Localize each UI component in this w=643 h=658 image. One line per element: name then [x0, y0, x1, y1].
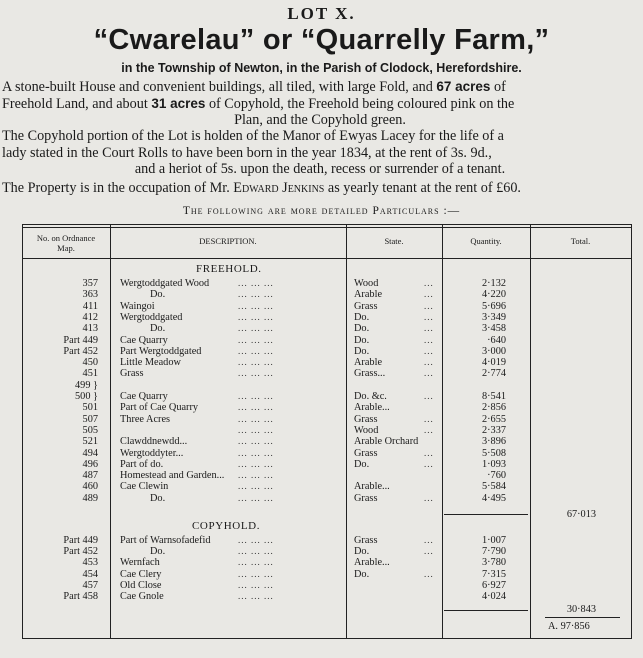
leader-dots: ...: [424, 447, 434, 458]
quantity-cell: 3·896: [481, 436, 506, 448]
state-cell: Grass: [354, 447, 378, 459]
leader-dots: ... ... ...: [238, 300, 274, 311]
quantity-cell: ·760: [487, 470, 506, 482]
state-cell: Wood: [354, 278, 379, 289]
copyhold-qty-rule: [444, 610, 528, 611]
quantity-cell: 4·019: [481, 357, 506, 369]
table-bottom-rule: [22, 638, 632, 639]
leader-dots: ...: [424, 535, 434, 545]
table-col-sep-3: [442, 224, 443, 639]
ordnance-number: 489: [82, 492, 98, 504]
para2-line1: The Copyhold portion of the Lot is holden of the Manor of Ewyas Lacey for the life of a: [2, 128, 504, 144]
tenant-name: Edward Jenkins: [233, 180, 325, 196]
description-cell: Part of do.: [120, 458, 164, 470]
grand-total: A. 97·856: [548, 621, 590, 632]
leader-dots: ... ... ...: [238, 492, 274, 503]
state-cell: Do.: [354, 311, 370, 323]
para1-line3: Plan, and the Copyhold green.: [234, 112, 406, 128]
ordnance-number: 460: [82, 481, 98, 493]
quantity-cell: 2·655: [481, 413, 506, 425]
description-cell: Little Meadow: [120, 357, 181, 369]
quantity-cell: 5·696: [481, 300, 506, 312]
para1-line2: Freehold Land, and about 31 acres of Copyhold, the Freehold being coloured pink on the: [2, 95, 515, 112]
ordnance-number: 454: [82, 568, 98, 580]
quantity-cell: 3·458: [481, 323, 506, 335]
table-top-rule-1: [22, 224, 632, 225]
ordnance-number: 521: [82, 436, 98, 448]
ordnance-number: 451: [82, 368, 98, 380]
description-cell: Three Acres: [120, 413, 171, 425]
ordnance-number: 457: [82, 579, 98, 591]
state-cell: Wood: [354, 424, 379, 436]
leader-dots: ... ... ...: [238, 535, 274, 545]
description-cell: Part of Warnsofadefid: [120, 535, 211, 546]
leader-dots: ... ... ...: [238, 568, 274, 579]
leader-dots: ...: [424, 424, 434, 435]
description-cell: Wergtoddgated Wood: [120, 278, 210, 289]
state-cell: Arable...: [354, 557, 390, 569]
quantity-cell: 2·132: [481, 278, 506, 289]
table-col-sep-4: [530, 224, 531, 639]
ordnance-number: 496: [82, 458, 98, 470]
para2-line3: and a heriot of 5s. upon the death, recess or surrender of a tenant.: [134, 161, 506, 177]
description-cell: Cae Clery: [120, 568, 162, 580]
description-cell: Waingoi: [120, 300, 155, 312]
leader-dots: ...: [424, 492, 434, 503]
table-col-sep-1: [110, 224, 111, 639]
quantity-cell: 2·337: [481, 424, 506, 436]
ordnance-number: Part 452: [63, 345, 98, 357]
state-cell: Arable...: [354, 481, 390, 493]
quantity-cell: 5·584: [481, 481, 506, 493]
leader-dots: ... ... ...: [238, 311, 274, 322]
quantity-cell: 4·220: [481, 289, 506, 301]
description-cell: Part of Cae Quarry: [120, 402, 199, 414]
leader-dots: ... ... ...: [238, 579, 274, 590]
ordnance-number: Part 449: [63, 334, 98, 346]
description-cell: Part Wergtoddgated: [120, 345, 202, 357]
state-cell: Do. &c.: [354, 391, 387, 402]
leader-dots: ... ... ...: [238, 424, 274, 435]
ordnance-number: Part 452: [63, 546, 98, 558]
ordnance-number: 494: [82, 447, 98, 459]
state-cell: Grass: [354, 535, 378, 546]
description-cell: Do.: [150, 323, 166, 335]
ordnance-number: 487: [82, 470, 98, 482]
quantity-cell: 4·024: [481, 591, 506, 602]
freehold-heading: FREEHOLD.: [196, 263, 262, 275]
state-cell: Do.: [354, 568, 370, 580]
header-description: DESCRIPTION.: [199, 236, 257, 246]
leader-dots: ... ... ...: [238, 458, 274, 469]
state-cell: Do.: [354, 334, 370, 346]
ordnance-number: 412: [82, 311, 98, 323]
quantity-cell: 3·000: [481, 345, 506, 357]
leader-dots: ...: [424, 345, 434, 356]
leader-dots: ...: [424, 458, 434, 469]
freehold-total: 67·013: [566, 509, 596, 520]
header-quantity: Quantity.: [470, 236, 502, 246]
leader-dots: ... ... ...: [238, 546, 274, 557]
leader-dots: ... ... ...: [238, 391, 274, 401]
table-top-rule-2: [22, 227, 632, 228]
leader-dots: ... ... ...: [238, 368, 274, 379]
ordnance-number: 357: [82, 278, 98, 289]
freehold-qty-rule: [444, 514, 528, 515]
state-cell: Do.: [354, 546, 370, 558]
header-total: Total.: [570, 236, 591, 246]
leader-dots: ... ... ...: [238, 591, 274, 601]
state-cell: Arable Orchard: [354, 436, 419, 448]
ordnance-number: 500 }: [75, 391, 98, 402]
state-cell: Grass: [354, 413, 378, 425]
ordnance-number: 413: [82, 323, 98, 335]
state-cell: Do.: [354, 323, 370, 335]
table-right-border: [631, 224, 632, 639]
leader-dots: ...: [424, 278, 434, 288]
description-cell: Cae Gnole: [120, 591, 164, 602]
leader-dots: ... ... ...: [238, 481, 274, 492]
ordnance-number: Part 449: [63, 535, 98, 546]
leader-dots: ...: [424, 311, 434, 322]
para1-line1: A stone-built House and convenient buildings, all tiled, with large Fold, and 67 acres of: [2, 79, 506, 95]
description-cell: Clawddnewdd...: [120, 436, 188, 448]
state-cell: Do.: [354, 458, 370, 470]
table-left-border: [22, 224, 23, 639]
leader-dots: ...: [424, 568, 434, 579]
header-ordnance: No. on Ordnance Map.: [36, 233, 96, 253]
leader-dots: ...: [424, 413, 434, 424]
details-heading: The following are more detailed Particulars :—: [182, 205, 461, 217]
quantity-cell: 2·774: [481, 368, 506, 380]
leader-dots: ...: [424, 300, 434, 311]
state-cell: Arable...: [354, 402, 390, 414]
farm-title: “Cwarelau” or “Quarrelly Farm,”: [93, 24, 550, 56]
description-cell: Do.: [150, 546, 166, 558]
para2-line2: lady stated in the Court Rolls to have been born in the year 1834, at the rent of 3s. 9d.,: [2, 144, 492, 161]
subtitle: in the Township of Newton, in the Parish of Clodock, Herefordshire.: [121, 61, 522, 75]
table-header-rule: [22, 258, 632, 259]
description-cell: Cae Quarry: [120, 391, 168, 402]
quantity-cell: 3·780: [481, 557, 506, 569]
ordnance-number: 507: [82, 413, 98, 425]
quantity-cell: 4·495: [481, 492, 506, 504]
leader-dots: ... ... ...: [238, 413, 274, 424]
quantity-cell: 3·349: [481, 311, 506, 323]
description-cell: Do.: [150, 289, 166, 301]
leader-dots: ... ... ...: [238, 357, 274, 368]
quantity-cell: ·640: [487, 334, 506, 346]
state-cell: Arable: [354, 357, 383, 369]
description-cell: Wernfach: [120, 557, 160, 569]
description-cell: Cae Quarry: [120, 334, 168, 346]
leader-dots: ... ... ...: [238, 436, 274, 447]
quantity-cell: 7·790: [481, 546, 506, 558]
lot-title: LOT X.: [287, 4, 356, 23]
ordnance-number: 363: [82, 289, 98, 301]
description-cell: Homestead and Garden...: [120, 470, 225, 482]
leader-dots: ...: [424, 323, 434, 334]
total-col-rule: [545, 617, 620, 618]
header-state: State.: [384, 236, 404, 246]
ordnance-number: 450: [82, 357, 98, 369]
description-cell: Wergtoddyter...: [120, 447, 184, 459]
quantity-cell: 1·093: [481, 458, 506, 470]
leader-dots: ...: [424, 289, 434, 300]
ordnance-number: 411: [82, 300, 98, 312]
paragraph-occupation: The Property is in the occupation of Mr. Edward Jenkins as yearly tenant at the rent of £60.: [2, 180, 521, 196]
state-cell: Arable: [354, 289, 383, 301]
quantity-cell: 7·315: [481, 568, 506, 580]
ordnance-number: 499 }: [75, 379, 98, 391]
description-cell: Grass: [120, 368, 144, 380]
copyhold-heading: COPYHOLD.: [192, 520, 261, 532]
description-cell: Do.: [150, 492, 166, 504]
state-cell: Grass...: [354, 368, 386, 380]
ordnance-number: 505: [82, 424, 98, 436]
quantity-cell: 1·007: [481, 535, 506, 546]
ordnance-number: 501: [82, 402, 98, 414]
description-cell: Wergtoddgated: [120, 311, 183, 323]
state-cell: Grass: [354, 300, 378, 312]
leader-dots: ... ... ...: [238, 323, 274, 334]
leader-dots: ...: [424, 357, 434, 368]
leader-dots: ...: [424, 334, 434, 345]
leader-dots: ... ... ...: [238, 557, 274, 568]
quantity-cell: 8·541: [481, 391, 506, 402]
quantity-cell: 6·927: [481, 579, 506, 591]
leader-dots: ... ... ...: [238, 334, 274, 345]
leader-dots: ... ... ...: [238, 402, 274, 413]
leader-dots: ... ... ...: [238, 278, 274, 288]
leader-dots: ... ... ...: [238, 289, 274, 300]
description-cell: Cae Clewin: [120, 481, 169, 493]
leader-dots: ...: [424, 546, 434, 557]
state-cell: Grass: [354, 492, 378, 504]
leader-dots: ...: [424, 391, 434, 401]
ordnance-number: Part 458: [63, 591, 98, 602]
state-cell: Do.: [354, 345, 370, 357]
leader-dots: ...: [424, 368, 434, 379]
leader-dots: ... ... ...: [238, 447, 274, 458]
quantity-cell: 5·508: [481, 447, 506, 459]
leader-dots: ... ... ...: [238, 345, 274, 356]
table-col-sep-2: [346, 224, 347, 639]
leader-dots: ... ... ...: [238, 470, 274, 481]
quantity-cell: 2·856: [481, 402, 506, 414]
copyhold-total: 30·843: [566, 604, 596, 615]
description-cell: Old Close: [120, 579, 162, 591]
ordnance-number: 453: [82, 557, 98, 569]
